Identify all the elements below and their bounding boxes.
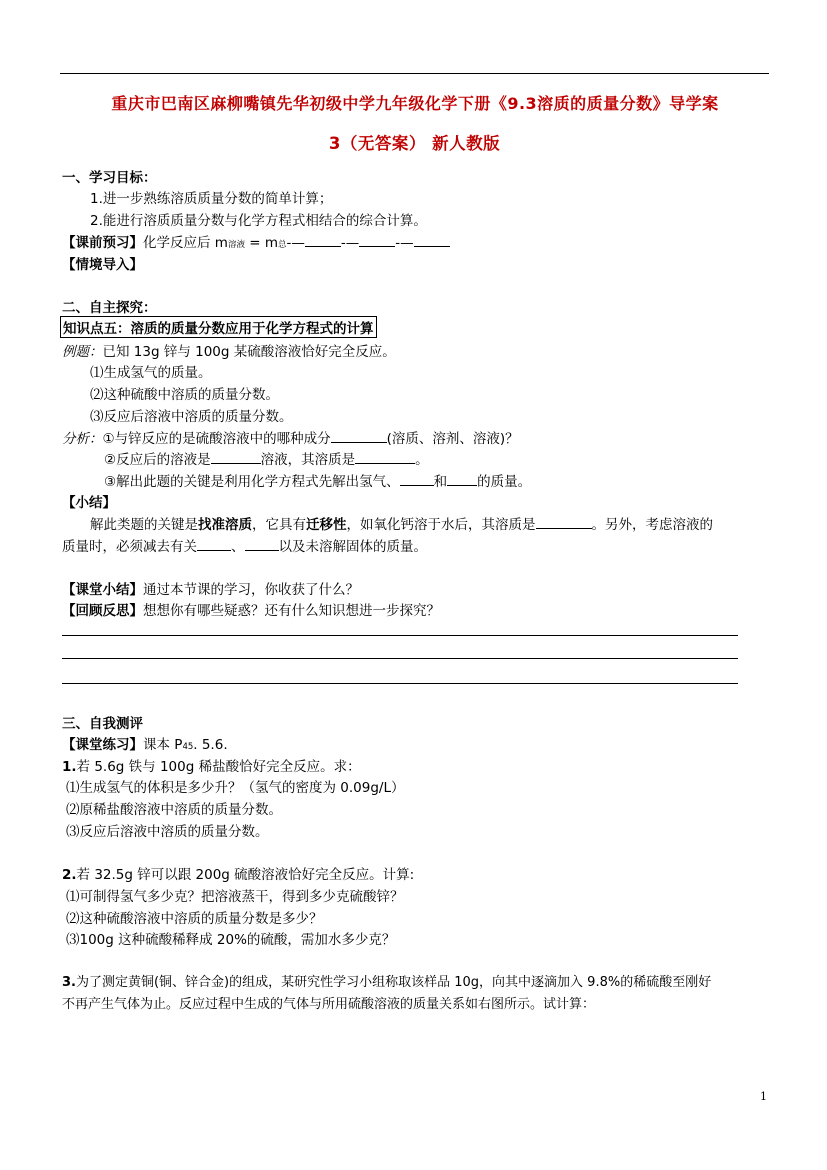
header-rule — [60, 73, 769, 74]
preview-dash-3: -— — [395, 235, 414, 251]
practice-text: 课本 P — [143, 737, 183, 753]
section1-heading: 一、学习目标： — [62, 170, 157, 186]
analysis-3-end: 的质量。 — [477, 474, 532, 490]
doc-title-line1: 重庆市巴南区麻柳嘴镇先华初级中学九年级化学下册《9.3溶质的质量分数》导学案 — [111, 94, 719, 113]
practice-end: . 5.6. — [193, 737, 228, 753]
example-tag: 例题： — [62, 344, 103, 360]
preview-sub-solution: 溶液 — [227, 240, 245, 250]
summary-blank-2[interactable] — [197, 538, 231, 551]
section2-heading: 二、自主探究： — [62, 300, 157, 316]
summary-2a: 质量时，必须减去有关 — [62, 539, 197, 555]
summary-1b: 找准溶质 — [198, 517, 252, 533]
summary-line-1 — [90, 513, 713, 533]
preview-blank-2[interactable] — [359, 234, 395, 247]
problem-3-number: 3. — [62, 975, 76, 990]
summary-1a: 解此类题的关键是 — [90, 517, 198, 533]
summary-blank-1[interactable] — [536, 516, 592, 529]
problem-2-text: 若 32.5g 锌可以跟 200g 硫酸溶液恰好完全反应。计算: — [76, 867, 415, 883]
section3-heading: 三、自我测评 — [62, 716, 143, 732]
problem-1-q1: ⑴生成氢气的体积是多少升？（氢气的密度为 0.09g/L） — [66, 780, 405, 796]
problem-1-text: 若 5.6g 铁与 100g 稀盐酸恰好完全反应。求： — [76, 759, 361, 775]
problem-2-q1: ⑴可制得氢气多少克？把溶液蒸干，得到多少克硫酸锌？ — [66, 889, 404, 905]
answer-line-1[interactable] — [62, 635, 738, 636]
summary-tag: 【小结】 — [62, 495, 116, 511]
preview-blank-1[interactable] — [305, 234, 341, 247]
analysis-3-and: 和 — [433, 474, 448, 490]
summary-1c: ，它具有 — [252, 517, 306, 533]
example-line — [62, 340, 396, 360]
problem-3-line-2: 不再产生气体为止。反应过程中生成的气体与所用硫酸溶液的质量关系如右图所示。试计算： — [62, 997, 596, 1012]
analysis-2-blank-2[interactable] — [355, 451, 415, 464]
summary-2b: 、 — [231, 539, 245, 555]
knowledge-point-box: 知识点五：溶质的质量分数应用于化学方程式的计算 — [60, 316, 377, 338]
doc-title-line2: 3（无答案） 新人教版 — [328, 134, 501, 153]
analysis-2-end: 。 — [415, 452, 429, 468]
problem-1-number: 1. — [62, 759, 77, 775]
goal-2: 2.能进行溶质质量分数与化学方程式相结合的综合计算。 — [90, 213, 427, 229]
example-text: 已知 13g 锌与 100g 某硫酸溶液恰好完全反应。 — [102, 344, 396, 360]
problem-2-stem — [62, 863, 414, 883]
summary-1d: 迁移性 — [306, 517, 347, 533]
preview-eq: = m — [244, 235, 279, 251]
analysis-2-pre: ②反应后的溶液是 — [104, 452, 211, 468]
example-q2: ⑵这种硫酸中溶质的质量分数。 — [90, 387, 279, 403]
answer-line-2[interactable] — [62, 658, 738, 659]
problem-3-line-1 — [62, 971, 711, 990]
summary-1f: 。另外，考虑溶液的 — [591, 517, 713, 533]
analysis-line-2 — [104, 448, 429, 468]
analysis-2-blank-1[interactable] — [211, 451, 261, 464]
problem-1-q2: ⑵原稀盐酸溶液中溶质的质量分数。 — [66, 802, 282, 818]
analysis-tag: 分析： — [62, 431, 103, 447]
analysis-2-mid: 溶液，其溶质是 — [260, 452, 356, 468]
preview-dash-1: -— — [286, 235, 305, 251]
analysis-line-3 — [104, 470, 531, 490]
summary-line-2 — [62, 535, 427, 555]
summary-2c: 以及未溶解固体的质量。 — [278, 539, 427, 555]
class-summary-text: 通过本节课的学习，你收获了什么？ — [143, 582, 359, 598]
preview-text: 化学反应后 m — [143, 235, 228, 251]
problem-2-q2: ⑵这种硫酸溶液中溶质的质量分数是多少？ — [66, 911, 323, 927]
problem-2-q3: ⑶100g 这种硫酸稀释成 20%的硫酸，需加水多少克？ — [66, 932, 396, 948]
example-q1: ⑴生成氢气的质量。 — [90, 365, 212, 381]
analysis-line-1 — [62, 427, 519, 447]
page-number: 1 — [760, 1090, 767, 1103]
summary-blank-3[interactable] — [245, 538, 279, 551]
problem-1-q3: ⑶反应后溶液中溶质的质量分数。 — [66, 824, 269, 840]
preview-blank-3[interactable] — [414, 234, 450, 247]
analysis-1-pre: ①与锌反应的是硫酸溶液中的哪种成分 — [102, 431, 331, 447]
preview-line — [62, 231, 450, 251]
problem-3-text-1: 为了测定黄铜(铜、锌合金)的组成，某研究性学习小组称取该样品 10g，向其中逐滴加入 9.8%的稀硫酸至刚好 — [75, 975, 712, 990]
analysis-1-post: (溶质、溶剂、溶液)？ — [386, 431, 519, 447]
preview-tag: 【课前预习】 — [62, 235, 143, 251]
class-summary-line — [62, 578, 359, 598]
analysis-3-blank-1[interactable] — [400, 473, 434, 486]
answer-line-3[interactable] — [62, 683, 738, 684]
intro-tag: 【情境导入】 — [62, 257, 143, 273]
preview-sub-total: 总 — [278, 240, 287, 250]
practice-tag: 【课堂练习】 — [62, 737, 143, 753]
problem-2-number: 2. — [62, 867, 77, 883]
goal-1: 1.进一步熟练溶质质量分数的简单计算； — [90, 191, 333, 207]
example-q3: ⑶反应后溶液中溶质的质量分数。 — [90, 409, 293, 425]
practice-page-sub: 45 — [182, 742, 194, 752]
problem-1-stem — [62, 755, 361, 775]
reflection-line — [62, 599, 440, 619]
analysis-1-blank[interactable] — [331, 430, 387, 443]
class-summary-tag: 【课堂小结】 — [62, 582, 143, 598]
analysis-3-pre: ③解出此题的关键是利用化学方程式先解出氢气、 — [104, 474, 400, 490]
analysis-3-blank-2[interactable] — [447, 473, 477, 486]
summary-1e: ，如氧化钙溶于水后，其溶质是 — [346, 517, 536, 533]
reflection-text: 想想你有哪些疑惑？还有什么知识想进一步探究？ — [143, 603, 440, 619]
practice-line — [62, 733, 228, 753]
preview-dash-2: -— — [340, 235, 360, 251]
reflection-tag: 【回顾反思】 — [62, 603, 143, 619]
